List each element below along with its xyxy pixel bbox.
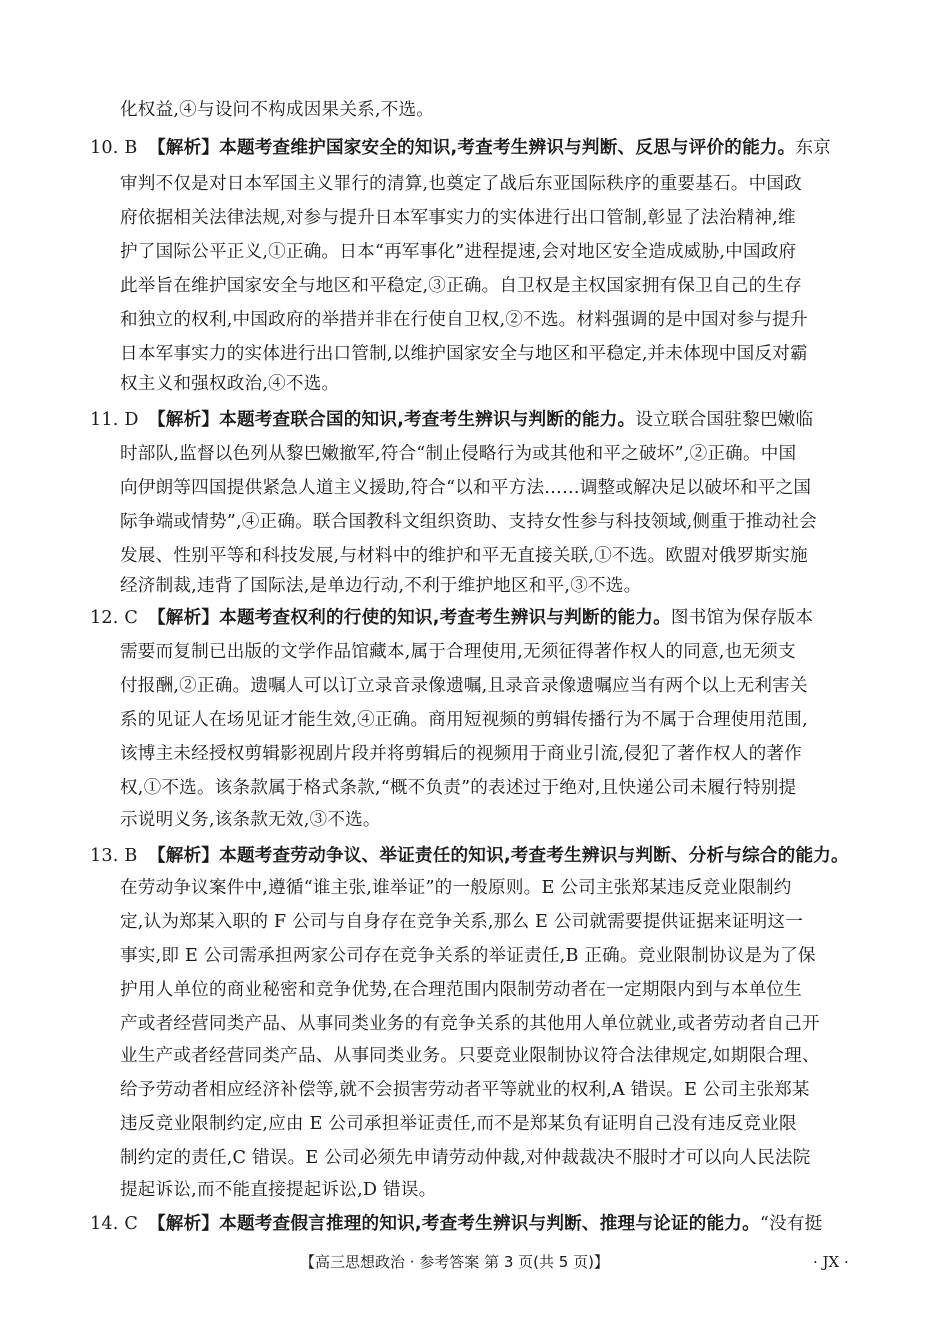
q12-first-tail: 图书馆为保存版本 — [670, 608, 814, 628]
q11-line: 经济制裁,违背了国际法,是单边行动,不利于维护地区和平,③不选。 — [120, 576, 642, 596]
q10-number: 10. B — [90, 138, 138, 158]
q12-first-line — [90, 606, 813, 630]
q14-first-tail: “没有挺 — [759, 1214, 823, 1234]
q11-analysis-heading: 【解析】本题考查联合国的知识,考查考生辨识与判断的能力。 — [148, 410, 636, 430]
q14-analysis-heading: 【解析】本题考查假言推理的知识,考查考生辨识与判断、推理与论证的能力。 — [148, 1214, 760, 1234]
q10-line: 审判不仅是对日本军国主义罪行的清算,也奠定了战后东亚国际秩序的重要基石。中国政 — [120, 174, 802, 194]
q13-line: 事实,即 E 公司需承担两家公司存在竞争关系的举证责任,B 正确。竞业限制协议是为了保 — [120, 946, 816, 966]
q14-first-line — [90, 1212, 822, 1236]
q13-line: 护用人单位的商业秘密和竞争优势,在合理范围内限制劳动者在一定期限内到与本单位生 — [120, 980, 802, 1000]
footer-region-code: · JX · — [813, 1253, 849, 1271]
q13-line: 给予劳动者相应经济补偿等,就不会损害劳动者平等就业的权利,A 错误。E 公司主张郑某 — [120, 1080, 810, 1100]
q13-line: 产或者经营同类产品、从事同类业务的有竞争关系的其他用人单位就业,或者劳动者自己开 — [120, 1014, 820, 1034]
q10-line: 日本军事实力的实体进行出口管制,以维护国家安全与地区和平稳定,并未体现中国反对霸 — [120, 344, 808, 364]
q13-line: 提起诉讼,而不能直接提起诉讼,D 错误。 — [120, 1180, 437, 1200]
q10-line: 此举旨在维护国家安全与地区和平稳定,③正确。自卫权是主权国家拥有保卫自己的生存 — [120, 276, 802, 296]
q11-number: 11. D — [90, 410, 139, 430]
q13-number: 13. B — [90, 846, 138, 866]
q12-line: 需要而复制已出版的文学作品馆藏本,属于合理使用,无须征得著作权人的同意,也无须支 — [120, 642, 796, 662]
q11-line: 时部队,监督以色列从黎巴嫩撤军,符合“制止侵略行为或其他和平之破坏”,②正确。中国 — [120, 444, 797, 464]
q10-line: 府依据相关法律法规,对参与提升日本军事实力的实体进行出口管制,彰显了法治精神,维 — [120, 208, 796, 228]
q11-line: 际争端或情势”,④正确。联合国教科文组织资助、支持女性参与科技领域,侧重于推动社会 — [120, 512, 817, 532]
q10-first-line — [90, 136, 831, 160]
q12-number: 12. C — [90, 608, 139, 628]
footer-page-info: 【高三思想政治 · 参考答案 第 3 页(共 5 页)】 — [300, 1253, 609, 1271]
q12-analysis-heading: 【解析】本题考查权利的行使的知识,考查考生辨识与判断的能力。 — [148, 608, 671, 628]
q13-line: 定,认为郑某入职的 F 公司与自身存在竞争关系,那么 E 公司就需要提供证据来证明这一 — [120, 912, 803, 932]
q10-first-tail: 东京 — [795, 138, 832, 158]
q13-line: 业生产或者经营同类产品、从事同类业务。只要竞业限制协议符合法律规定,如期限合理、 — [120, 1046, 820, 1066]
q11-line: 发展、性别平等和科技发展,与材料中的维护和平无直接关联,①不选。欧盟对俄罗斯实施 — [120, 546, 808, 566]
q10-analysis-heading: 【解析】本题考查维护国家安全的知识,考查考生辨识与判断、反思与评价的能力。 — [148, 138, 796, 158]
q13-line: 违反竞业限制约定,应由 E 公司承担举证责任,而不是郑某负有证明自己没有违反竞业限 — [120, 1114, 797, 1134]
q9-tail: 化权益,④与设问不构成因果关系,不选。 — [120, 100, 435, 120]
q10-line: 权主义和强权政治,④不选。 — [120, 374, 340, 394]
page-footer — [0, 1250, 950, 1280]
q11-line: 向伊朗等四国提供紧急人道主义援助,符合“以和平方法……调整或解决足以破坏和平之国 — [120, 478, 812, 498]
q12-line: 权,①不选。该条款属于格式条款,“概不负责”的表述过于绝对,且快递公司未履行特别提 — [120, 778, 797, 798]
q12-line: 该博主未经授权剪辑影视剧片段并将剪辑后的视频用于商业引流,侵犯了著作权人的著作 — [120, 744, 802, 764]
q11-first-tail: 设立联合国驻黎巴嫩临 — [635, 410, 814, 430]
q13-line: 在劳动争议案件中,遵循“谁主张,谁举证”的一般原则。E 公司主张郑某违反竞业限制约 — [120, 878, 792, 898]
q12-line: 示说明义务,该条款无效,③不选。 — [120, 810, 381, 830]
q11-first-line — [90, 408, 813, 432]
q12-line: 付报酬,②正确。遗嘱人可以订立录音录像遗嘱,且录音录像遗嘱应当有两个以上无利害关 — [120, 676, 808, 696]
q12-line: 系的见证人在场见证才能生效,④正确。商用短视频的剪辑传播行为不属于合理使用范围, — [120, 710, 808, 730]
q13-analysis-heading: 【解析】本题考查劳动争议、举证责任的知识,考查考生辨识与判断、分析与综合的能力。 — [148, 846, 849, 866]
q13-line: 制约定的责任,C 错误。E 公司必须先申请劳动仲裁,对仲裁裁决不服时才可以向人民法院 — [120, 1148, 811, 1168]
q14-number: 14. C — [90, 1214, 139, 1234]
q10-line: 护了国际公平正义,①正确。日本“再军事化”进程提速,会对地区安全造成威胁,中国政府 — [120, 242, 797, 262]
q10-line: 和独立的权利,中国政府的举措并非在行使自卫权,②不选。材料强调的是中国对参与提升 — [120, 310, 808, 330]
q13-first-line — [90, 844, 849, 868]
